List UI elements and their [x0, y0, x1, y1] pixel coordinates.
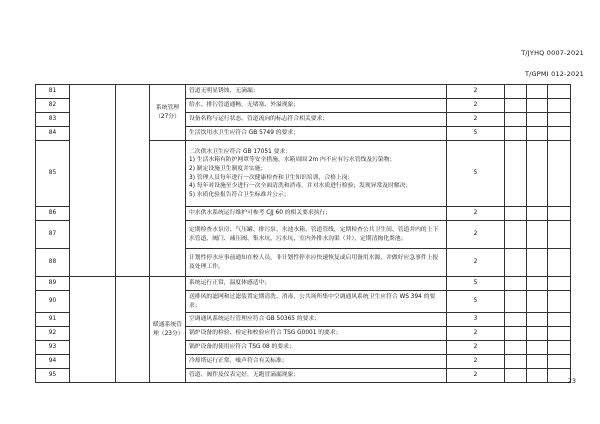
empty-cell [527, 249, 548, 277]
empty-cell [548, 313, 571, 327]
item-number: 81 [36, 85, 70, 99]
category-cell-hvac: 暖通系统管理（23分） [150, 277, 186, 383]
item-number: 94 [36, 355, 70, 369]
score-cell: 2 [447, 355, 505, 369]
item-number: 95 [36, 369, 70, 383]
empty-cell [527, 113, 548, 127]
empty-cell [505, 85, 527, 99]
score-cell: 2 [447, 341, 505, 355]
requirement-line: 设备名称与运行状态、管道流向的标志符合相关要求； [189, 116, 329, 123]
requirement-cell [186, 113, 447, 127]
item-number: 85 [36, 141, 70, 207]
item-number: 86 [36, 207, 70, 221]
empty-cell [527, 85, 548, 99]
requirement-line: 二次供水卫生应符合 GB 17051 要求： [189, 148, 292, 155]
empty-cell [527, 221, 548, 249]
blank-cell [70, 85, 116, 277]
empty-cell [505, 127, 527, 141]
empty-cell [505, 221, 527, 249]
empty-cell [527, 369, 548, 383]
score-cell: 2 [447, 207, 505, 221]
empty-cell [527, 355, 548, 369]
score-cell: 2 [447, 99, 505, 113]
page-number: 23 [567, 377, 576, 385]
empty-cell [527, 207, 548, 221]
blank-cell [116, 277, 150, 383]
empty-cell [548, 141, 571, 207]
requirement-cell [186, 207, 447, 221]
empty-cell [527, 291, 548, 313]
empty-cell [548, 127, 571, 141]
empty-cell [527, 99, 548, 113]
requirement-line: 给水、排污管道通畅，无堵塞、外溢现象； [189, 102, 300, 109]
item-number: 83 [36, 113, 70, 127]
score-cell: 2 [447, 113, 505, 127]
requirement-cell [186, 327, 447, 341]
requirement-cell [186, 369, 447, 383]
empty-cell [548, 99, 571, 113]
empty-cell [527, 313, 548, 327]
item-number: 90 [36, 291, 70, 313]
empty-cell [527, 127, 548, 141]
requirement-line: 生活饮用水卫生应符合 GB 5749 的要求； [189, 130, 299, 137]
empty-cell [548, 327, 571, 341]
empty-cell [527, 277, 548, 291]
requirement-line: 送排风的滤网和过滤装置定期清洗、消毒，公共场所集中空调通风系统卫生应符合 WS 394 的要求； [189, 293, 436, 309]
empty-cell [505, 313, 527, 327]
score-cell: 2 [447, 85, 505, 99]
requirement-cell [186, 313, 447, 327]
empty-cell [527, 141, 548, 207]
requirement-cell [186, 277, 447, 291]
document-code-secondary: T/GPMI 012-2021 [524, 70, 584, 78]
requirement-line: 冷却塔运行正常，噪声符合有关标准； [189, 358, 288, 365]
item-number: 82 [36, 99, 70, 113]
item-number: 93 [36, 341, 70, 355]
requirement-line: 锅炉设备的使用应符合 TSG 08 的要求； [189, 344, 295, 351]
requirement-line: 计划性停水应事前通知在校人员，非计划性停水应快速恢复或启用备用水源，并做好应急事件上报及处理工作。 [189, 254, 439, 270]
score-cell: 2 [447, 327, 505, 341]
requirement-cell [186, 85, 447, 99]
requirement-line: 3) 管理人员每年进行一次健康检查和卫生知识培训，合格上岗； [189, 174, 354, 181]
requirement-line: 系统运行正常，温度体感适中； [189, 280, 271, 287]
requirement-line: 管道、阀件及仪表完好，无跑冒滴漏现象； [189, 372, 300, 379]
requirement-cell [186, 99, 447, 113]
score-cell: 3 [447, 313, 505, 327]
requirement-cell [186, 221, 447, 249]
document-code-primary: T/JYHQ 0007-2021 [521, 49, 584, 57]
requirement-line: 1) 生活水箱有防护网罩等安全措施，水箱周围 2m 内不应有污水管线及污染物； [189, 157, 396, 164]
category-cell-pipes: 系统管理（27分） [150, 85, 186, 141]
requirement-line: 管道无明显锈蚀，无滴漏； [189, 88, 259, 95]
blank-cell [150, 141, 186, 277]
empty-cell [505, 99, 527, 113]
score-cell: 2 [447, 221, 505, 249]
requirement-cell [186, 127, 447, 141]
requirement-line: 5) 水质化验报告符合卫生标准并公示； [189, 191, 290, 198]
empty-cell [527, 327, 548, 341]
table-row [36, 85, 571, 99]
empty-cell [505, 141, 527, 207]
requirement-line: 2) 制定设施卫生制度并实施； [189, 165, 267, 172]
empty-cell [527, 341, 548, 355]
empty-cell [505, 249, 527, 277]
item-number: 92 [36, 327, 70, 341]
empty-cell [548, 341, 571, 355]
empty-cell [505, 327, 527, 341]
requirement-line: 中水供水系统运行维护可参考 CJJ 60 的相关要求执行； [189, 210, 332, 217]
score-cell: 2 [447, 249, 505, 277]
empty-cell [548, 355, 571, 369]
score-cell: 5 [447, 277, 505, 291]
empty-cell [505, 291, 527, 313]
item-number: 91 [36, 313, 70, 327]
requirement-line: 锅炉设备的检验、检定和校验应符合 TSG G0001 的要求； [189, 330, 342, 337]
empty-cell [505, 369, 527, 383]
blank-cell [116, 85, 150, 277]
requirement-line: 定期检查水泵房、气压罐、排污泵、水池水箱、管道管线，定期检查公共卫生间、管道井内的上下水管道、阀门、减压阀、集水坑、污水坑、室内外排水沟渠（井），定期清掏化粪池； [189, 226, 439, 242]
scoring-table [35, 84, 571, 383]
table-row [36, 277, 571, 291]
empty-cell [548, 249, 571, 277]
empty-cell [548, 277, 571, 291]
requirement-cell [186, 291, 447, 313]
empty-cell [505, 355, 527, 369]
requirement-cell [186, 355, 447, 369]
empty-cell [548, 207, 571, 221]
score-cell: 5 [447, 291, 505, 313]
empty-cell [505, 341, 527, 355]
requirement-cell [186, 141, 447, 207]
requirement-cell [186, 341, 447, 355]
blank-cell [70, 277, 116, 383]
empty-cell [505, 277, 527, 291]
requirement-line: 空调通风系统运行管理应符合 GB 50365 的要求； [189, 316, 320, 323]
empty-cell [505, 113, 527, 127]
item-number: 87 [36, 221, 70, 249]
requirement-cell [186, 249, 447, 277]
item-number: 89 [36, 277, 70, 291]
score-cell: 5 [447, 141, 505, 207]
score-cell: 5 [447, 127, 505, 141]
empty-cell [548, 85, 571, 99]
requirement-line: 4) 每年对设施至少进行一次全面清洗和消毒，并对水质进行检验；发现异常及时解决； [189, 183, 412, 190]
empty-cell [548, 113, 571, 127]
empty-cell [505, 207, 527, 221]
empty-cell [548, 291, 571, 313]
item-number: 88 [36, 249, 70, 277]
score-cell: 2 [447, 369, 505, 383]
empty-cell [548, 221, 571, 249]
item-number: 84 [36, 127, 70, 141]
